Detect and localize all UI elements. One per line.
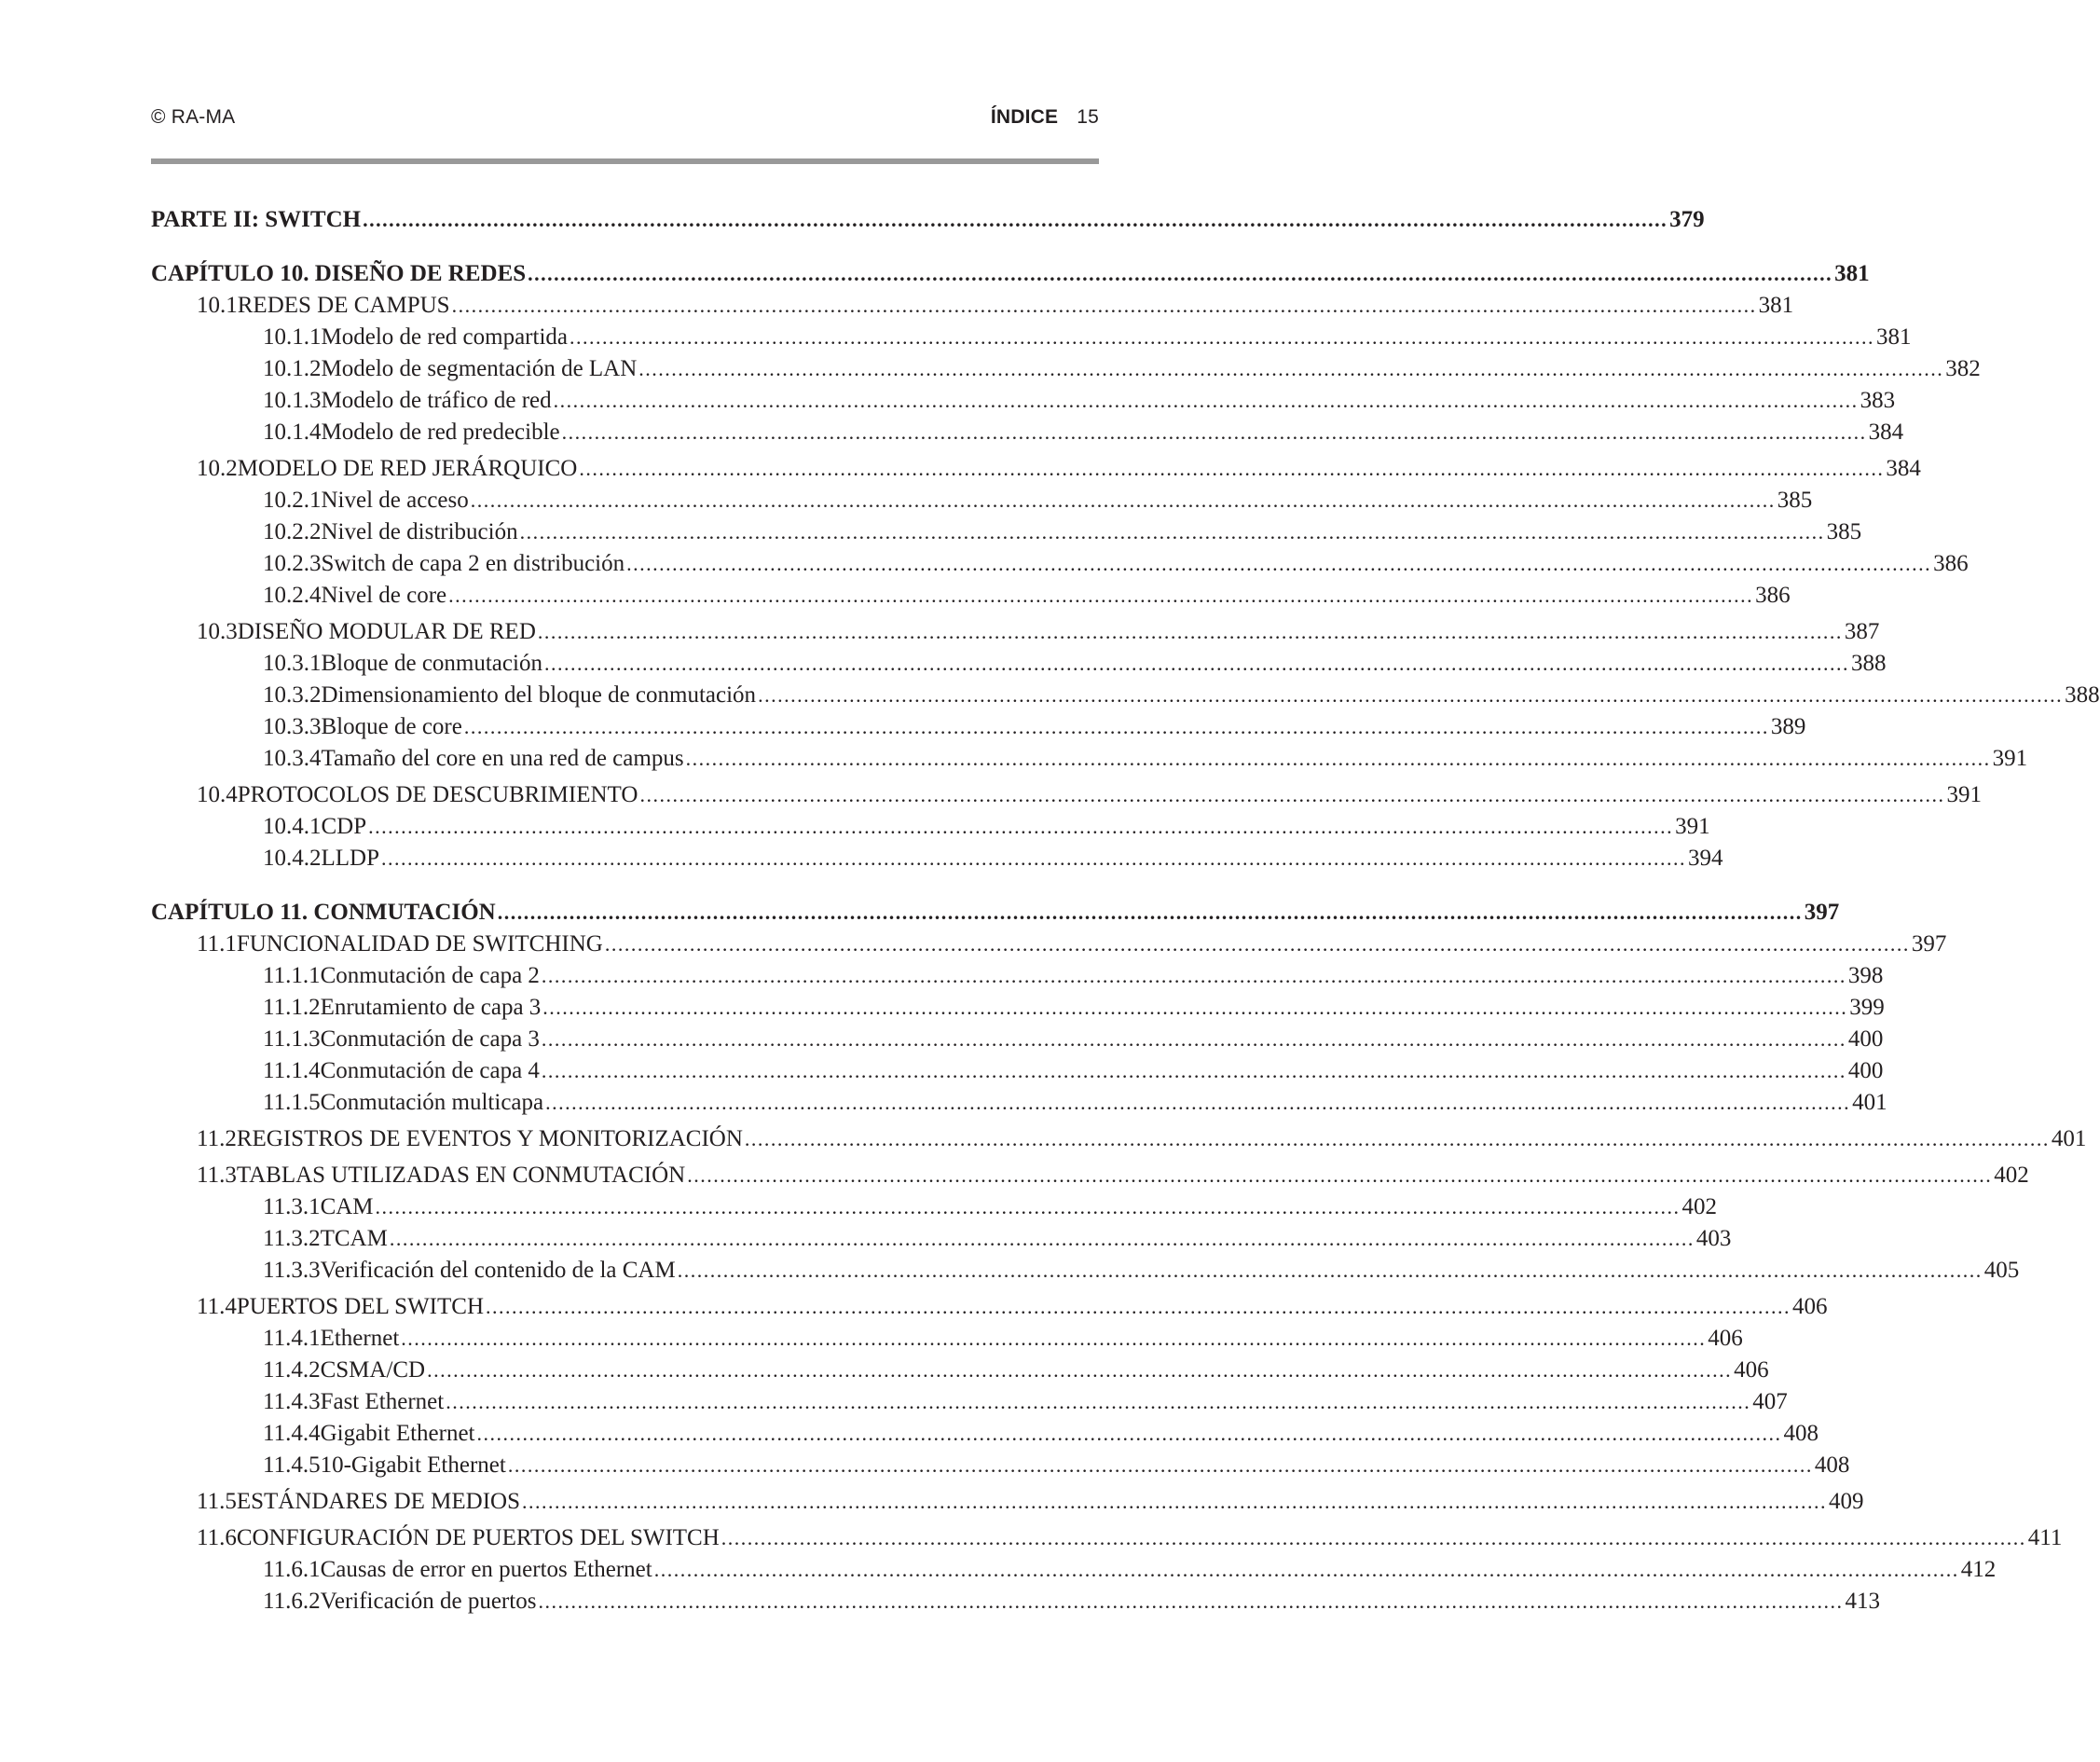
toc-heading[interactable]	[151, 900, 1840, 931]
toc-subsection[interactable]	[151, 1058, 1884, 1090]
dot-leader: ........................................................................................................................................................................................................	[448, 584, 1754, 607]
toc-entry-title: Enrutamiento de capa 3	[320, 995, 542, 1020]
dot-leader: ........................................................................................................................................................................................................	[427, 1358, 1733, 1382]
toc-section[interactable]	[151, 619, 1880, 651]
toc-entry-title: 10-Gigabit Ethernet	[320, 1452, 506, 1478]
toc-entry-page: 398	[1847, 963, 1884, 988]
toc-entry-title: FUNCIONALIDAD DE SWITCHING	[236, 931, 603, 957]
toc-entry-title: Modelo de segmentación de LAN	[321, 356, 638, 381]
toc-entry-number: 10.3	[197, 619, 238, 644]
toc-entry-number: 10.3.1	[263, 651, 322, 676]
toc-entry-title: CAPÍTULO 11. CONMUTACIÓN	[151, 900, 496, 925]
toc-entry-number: 10.3.3	[263, 714, 322, 739]
page-number: 15	[1077, 106, 1099, 128]
toc-entry-title: Conmutación de capa 3	[320, 1026, 540, 1052]
toc-entry-page: 387	[1844, 619, 1880, 644]
toc-subsection[interactable]	[151, 1589, 1880, 1620]
toc-entry-title: Causas de error en puertos Ethernet	[320, 1557, 652, 1582]
toc-subsection[interactable]	[151, 583, 1791, 614]
toc-entry-page: 406	[1792, 1294, 1828, 1319]
toc-entry-number: 11.6	[197, 1525, 237, 1550]
toc-subsection[interactable]	[151, 324, 1912, 356]
toc-entry-number: 11.4	[197, 1294, 237, 1319]
dot-leader: ........................................................................................................................................................................................................	[476, 1422, 1782, 1445]
toc-entry-page: 399	[1849, 995, 1885, 1020]
toc-entry-title: Modelo de tráfico de red	[321, 388, 552, 413]
toc-subsection[interactable]	[151, 1194, 1718, 1226]
toc-entry-page: 385	[1826, 519, 1862, 544]
dot-leader: ........................................................................................................................................................................................................	[553, 389, 1859, 412]
dot-leader: ........................................................................................................................................................................................................	[368, 815, 1674, 838]
toc-entry-number: 11.6.1	[263, 1557, 321, 1582]
toc-entry-page: 401	[1852, 1090, 1887, 1115]
toc-entry-page: 413	[1845, 1589, 1880, 1614]
toc-entry-title: CONFIGURACIÓN DE PUERTOS DEL SWITCH	[236, 1525, 720, 1550]
toc-section[interactable]	[151, 1294, 1828, 1326]
toc-entry-number: 10.1.2	[263, 356, 322, 381]
toc-entry-title: CDP	[321, 814, 367, 839]
toc-subsection[interactable]	[151, 488, 1813, 519]
toc-entry-number: 10.2.3	[263, 551, 322, 576]
toc-subsection[interactable]	[151, 1090, 1887, 1122]
toc-entry-number: 11.1.4	[263, 1058, 321, 1083]
dot-leader: ........................................................................................................................................................................................................	[446, 1390, 1751, 1413]
toc-entry-number: 11.4.4	[263, 1421, 321, 1446]
toc-entry-number: 10.4.2	[263, 846, 322, 871]
toc-entry-number: 11.5	[197, 1489, 237, 1514]
toc-entry-number: 11.3.2	[263, 1226, 321, 1251]
dot-leader: ........................................................................................................................................................................................................	[579, 457, 1885, 480]
toc-entry-number: 11.1.5	[263, 1090, 321, 1115]
toc-spacer	[151, 239, 1099, 261]
toc-entry-title: Nivel de distribución	[321, 519, 518, 544]
toc-entry-title: Bloque de conmutación	[321, 651, 542, 676]
toc-subsection[interactable]	[151, 846, 1723, 877]
toc-entry-number: 10.3.4	[263, 746, 322, 771]
toc-entry-number: 11.1.2	[263, 995, 321, 1020]
dot-leader: ........................................................................................................................................................................................................	[604, 932, 1910, 956]
section-title: ÍNDICE	[990, 106, 1059, 128]
dot-leader: ........................................................................................................................................................................................................	[561, 420, 1867, 444]
toc-entry-number: 10.2.4	[263, 583, 322, 608]
toc-entry-number: 11.3.3	[263, 1258, 321, 1283]
toc-subsection[interactable]	[151, 963, 1884, 995]
dot-leader: ........................................................................................................................................................................................................	[687, 1163, 1993, 1187]
toc-entry-title: TCAM	[320, 1226, 388, 1251]
toc-entry-page: 400	[1847, 1026, 1884, 1052]
dot-leader: ........................................................................................................................................................................................................	[541, 1027, 1846, 1051]
toc-subsection[interactable]	[151, 420, 1904, 451]
toc-entry-page: 400	[1847, 1058, 1884, 1083]
toc-entry-page: 384	[1886, 456, 1921, 481]
toc-subsection[interactable]	[151, 1421, 1819, 1452]
toc-section[interactable]	[151, 931, 1947, 963]
toc-entry-title: PARTE II: SWITCH	[151, 207, 362, 232]
toc-entry-title: DISEÑO MODULAR DE RED	[237, 619, 536, 644]
toc-entry-title: Modelo de red predecible	[321, 420, 560, 445]
toc-entry-page: 388	[1850, 651, 1887, 676]
toc-entry-number: 11.4.3	[263, 1389, 321, 1414]
dot-leader: ........................................................................................................................................................................................................	[522, 1490, 1828, 1513]
toc-entry-title: MODELO DE RED JERÁRQUICO	[237, 456, 578, 481]
dot-leader: ........................................................................................................................................................................................................	[542, 996, 1848, 1019]
toc-entry-page: 379	[1669, 207, 1705, 232]
toc-section[interactable]	[151, 1525, 2063, 1557]
toc-entry-number: 11.4.5	[263, 1452, 321, 1478]
running-header	[151, 101, 1099, 134]
toc-entry-page: 382	[1945, 356, 1981, 381]
dot-leader: ........................................................................................................................................................................................................	[363, 208, 1668, 231]
dot-leader: ........................................................................................................................................................................................................	[639, 783, 1945, 806]
toc-entry-title: Ethernet	[320, 1326, 400, 1351]
toc-entry-page: 412	[1960, 1557, 1997, 1582]
toc-entry-page: 397	[1911, 931, 1947, 957]
toc-entry-page: 406	[1708, 1326, 1743, 1351]
toc-entry-title: Tamaño del core en una red de campus	[321, 746, 684, 771]
toc-entry-page: 408	[1814, 1452, 1850, 1478]
dot-leader: ........................................................................................................................................................................................................	[685, 747, 1991, 770]
toc-entry-title: Nivel de acceso	[321, 488, 469, 513]
dot-leader: ........................................................................................................................................................................................................	[381, 847, 1686, 870]
publisher-mark: © RA-MA	[151, 106, 236, 128]
dot-leader: ........................................................................................................................................................................................................	[389, 1227, 1695, 1250]
toc-entry-number: 11.2	[197, 1126, 237, 1151]
toc-subsection[interactable]	[151, 1557, 1997, 1589]
toc-entry-number: 11.3	[197, 1163, 237, 1188]
toc-entry-number: 10.1.4	[263, 420, 322, 445]
dot-leader: ........................................................................................................................................................................................................	[451, 294, 1757, 317]
toc-subsection[interactable]	[151, 388, 1896, 420]
dot-leader: ........................................................................................................................................................................................................	[758, 683, 2064, 707]
toc-subsection[interactable]	[151, 995, 1885, 1026]
toc-subsection[interactable]	[151, 519, 1862, 551]
dot-leader: ........................................................................................................................................................................................................	[626, 552, 1932, 575]
toc-subsection[interactable]	[151, 682, 2100, 714]
toc-section[interactable]	[151, 1163, 2029, 1194]
toc-subsection[interactable]	[151, 714, 1806, 746]
toc-entry-page: 384	[1868, 420, 1904, 445]
toc-entry-number: 10.1.3	[263, 388, 322, 413]
toc-entry-title: LLDP	[321, 846, 379, 871]
dot-leader: ........................................................................................................................................................................................................	[545, 1091, 1851, 1114]
toc-entry-title: Conmutación de capa 4	[320, 1058, 540, 1083]
table-of-contents	[151, 207, 2100, 1620]
toc-subsection[interactable]	[151, 1357, 1769, 1389]
toc-entry-title: CAPÍTULO 10. DISEÑO DE REDES	[151, 261, 527, 286]
toc-entry-title: Conmutación multicapa	[320, 1090, 544, 1115]
toc-subsection[interactable]	[151, 1452, 1850, 1484]
toc-entry-page: 386	[1933, 551, 1969, 576]
toc-entry-title: Gigabit Ethernet	[320, 1421, 475, 1446]
toc-entry-number: 11.1.1	[263, 963, 321, 988]
toc-heading[interactable]	[151, 207, 1705, 239]
toc-entry-title: Nivel de core	[321, 583, 447, 608]
dot-leader: ........................................................................................................................................................................................................	[486, 1295, 1791, 1318]
toc-section[interactable]	[151, 293, 1794, 324]
toc-entry-page: 403	[1695, 1226, 1732, 1251]
toc-entry-title: Modelo de red compartida	[321, 324, 568, 350]
dot-leader: ........................................................................................................................................................................................................	[721, 1526, 2026, 1549]
toc-entry-title: ESTÁNDARES DE MEDIOS	[236, 1489, 521, 1514]
toc-entry-page: 408	[1783, 1421, 1819, 1446]
dot-leader: ........................................................................................................................................................................................................	[744, 1127, 2050, 1150]
toc-entry-number: 11.4.1	[263, 1326, 321, 1351]
toc-entry-title: REGISTROS DE EVENTOS Y MONITORIZACIÓN	[236, 1126, 743, 1151]
toc-subsection[interactable]	[151, 1258, 2020, 1289]
toc-entry-number: 11.3.1	[263, 1194, 321, 1219]
toc-spacer	[151, 877, 1099, 900]
dot-leader: ........................................................................................................................................................................................................	[528, 262, 1833, 285]
toc-subsection[interactable]	[151, 1226, 1732, 1258]
toc-entry-page: 381	[1758, 293, 1794, 318]
toc-entry-title: Bloque de core	[321, 714, 462, 739]
toc-entry-page: 406	[1734, 1357, 1769, 1383]
toc-subsection[interactable]	[151, 814, 1710, 846]
toc-entry-title: Dimensionamiento del bloque de conmutación	[321, 682, 757, 708]
toc-entry-title: Conmutación de capa 2	[320, 963, 540, 988]
toc-section[interactable]	[151, 782, 1982, 814]
toc-entry-page: 381	[1834, 261, 1870, 286]
toc-entry-page: 381	[1876, 324, 1912, 350]
toc-entry-number: 10.2.2	[263, 519, 322, 544]
toc-subsection[interactable]	[151, 746, 2028, 778]
header-rule	[151, 158, 1099, 164]
toc-entry-page: 385	[1777, 488, 1813, 513]
toc-entry-number: 11.1.3	[263, 1026, 321, 1052]
toc-entry-number: 10.1	[197, 293, 238, 318]
dot-leader: ........................................................................................................................................................................................................	[401, 1327, 1707, 1350]
header-right	[991, 106, 1099, 129]
dot-leader: ........................................................................................................................................................................................................	[653, 1558, 1959, 1581]
toc-entry-number: 10.1.1	[263, 324, 322, 350]
toc-entry-number: 10.2.1	[263, 488, 322, 513]
dot-leader: ........................................................................................................................................................................................................	[470, 489, 1776, 512]
toc-entry-title: Fast Ethernet	[320, 1389, 445, 1414]
toc-entry-page: 391	[1992, 746, 2028, 771]
toc-section[interactable]	[151, 1126, 2087, 1158]
toc-entry-number: 10.2	[197, 456, 238, 481]
toc-entry-title: Verificación de puertos	[320, 1589, 537, 1614]
toc-section[interactable]	[151, 456, 1921, 488]
toc-entry-page: 407	[1752, 1389, 1788, 1414]
toc-entry-number: 10.4	[197, 782, 238, 807]
toc-entry-page: 411	[2027, 1525, 2063, 1550]
dot-leader: ........................................................................................................................................................................................................	[638, 357, 1944, 380]
toc-entry-page: 409	[1829, 1489, 1864, 1514]
toc-entry-number: 11.1	[197, 931, 237, 957]
toc-entry-number: 11.4.2	[263, 1357, 321, 1383]
toc-entry-page: 402	[1681, 1194, 1718, 1219]
toc-entry-title: CAM	[320, 1194, 374, 1219]
toc-entry-title: Verificación del contenido de la CAM	[320, 1258, 676, 1283]
dot-leader: ........................................................................................................................................................................................................	[541, 1059, 1846, 1082]
toc-entry-number: 11.6.2	[263, 1589, 321, 1614]
dot-leader: ........................................................................................................................................................................................................	[463, 715, 1769, 738]
toc-subsection[interactable]	[151, 1389, 1788, 1421]
dot-leader: ........................................................................................................................................................................................................	[519, 520, 1825, 544]
dot-leader: ........................................................................................................................................................................................................	[507, 1453, 1813, 1477]
toc-entry-title: REDES DE CAMPUS	[237, 293, 450, 318]
toc-entry-page: 401	[2051, 1126, 2087, 1151]
toc-entry-title: PROTOCOLOS DE DESCUBRIMIENTO	[237, 782, 638, 807]
toc-entry-page: 383	[1860, 388, 1896, 413]
toc-entry-page: 391	[1946, 782, 1982, 807]
toc-entry-title: CSMA/CD	[320, 1357, 426, 1383]
dot-leader: ........................................................................................................................................................................................................	[677, 1259, 1983, 1282]
toc-subsection[interactable]	[151, 551, 1969, 583]
toc-heading[interactable]	[151, 261, 1870, 293]
toc-entry-page: 405	[1983, 1258, 2020, 1283]
toc-entry-number: 10.4.1	[263, 814, 322, 839]
dot-leader: ........................................................................................................................................................................................................	[570, 325, 1874, 349]
toc-subsection[interactable]	[151, 1026, 1884, 1058]
toc-entry-page: 402	[1994, 1163, 2029, 1188]
toc-subsection[interactable]	[151, 356, 1981, 388]
dot-leader: ........................................................................................................................................................................................................	[537, 620, 1843, 643]
toc-entry-page: 386	[1755, 583, 1791, 608]
toc-entry-page: 394	[1688, 846, 1723, 871]
toc-entry-page: 391	[1675, 814, 1710, 839]
dot-leader: ........................................................................................................................................................................................................	[543, 652, 1849, 675]
dot-leader: ........................................................................................................................................................................................................	[538, 1590, 1844, 1613]
dot-leader: ........................................................................................................................................................................................................	[541, 964, 1846, 987]
toc-entry-title: TABLAS UTILIZADAS EN CONMUTACIÓN	[236, 1163, 686, 1188]
toc-entry-page: 389	[1770, 714, 1806, 739]
toc-entry-title: PUERTOS DEL SWITCH	[236, 1294, 485, 1319]
toc-entry-page: 388	[2065, 682, 2100, 708]
toc-entry-number: 10.3.2	[263, 682, 322, 708]
dot-leader: ........................................................................................................................................................................................................	[497, 901, 1803, 924]
toc-section[interactable]	[151, 1489, 1864, 1521]
dot-leader: ........................................................................................................................................................................................................	[375, 1195, 1681, 1218]
toc-entry-title: Switch de capa 2 en distribución	[321, 551, 625, 576]
toc-entry-page: 397	[1804, 900, 1840, 925]
toc-subsection[interactable]	[151, 651, 1887, 682]
toc-subsection[interactable]	[151, 1326, 1743, 1357]
